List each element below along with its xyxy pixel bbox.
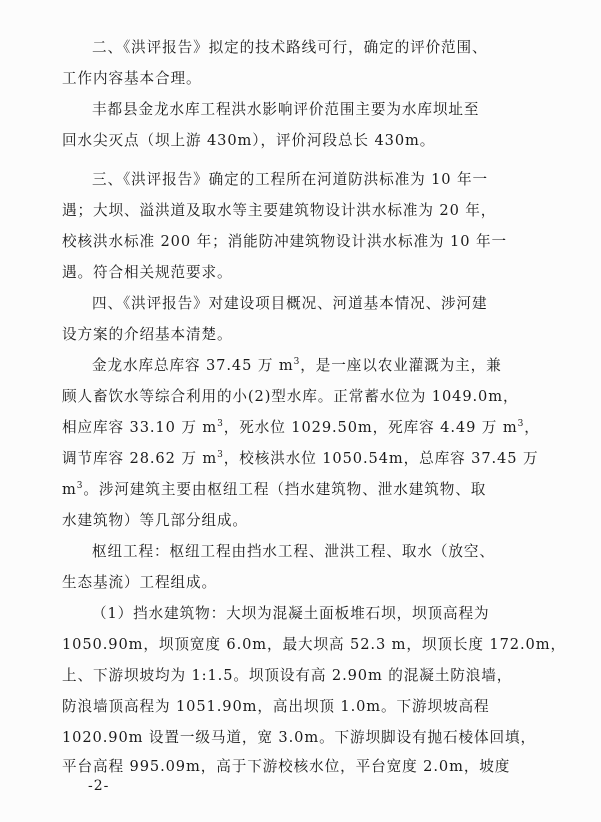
paragraph-line: 设方案的介绍基本清楚。: [62, 326, 233, 343]
paragraph-line: （1）挡水建筑物：大坝为混凝土面板堆石坝，坝顶高程为: [92, 605, 490, 622]
paragraph-line: [62, 387, 585, 407]
text-run: 相应库容 33.10 万 m: [62, 419, 218, 436]
text-run: 金龙水库总库容 37.45 万 m: [92, 357, 294, 374]
text-run: 顾人畜饮水等综合利用的小(2)型水库。正常蓄水位为 1049.0m，: [62, 388, 519, 405]
superscript: 3: [217, 419, 224, 429]
text-run: 。涉河建筑主要由枢纽工程（挡水建筑物、泄水建筑物、取: [83, 481, 487, 498]
superscript: 3: [293, 357, 301, 367]
paragraph-line: 生态基流）工程组成。: [62, 574, 217, 591]
paragraph-line: [92, 356, 585, 376]
paragraph-line: 校核洪水标准 200 年；消能防冲建筑物设计洪水标准为 10 年一: [62, 233, 507, 250]
text-run: ，是一座以农业灌溉为主，兼: [300, 357, 502, 374]
text-run: ，: [524, 419, 540, 436]
paragraph-line: [62, 511, 585, 531]
paragraph-line: 上、下游坝坡均为 1:1.5。坝顶设有高 2.90m 的混凝土防浪墙，: [62, 667, 513, 684]
paragraph-line: 工作内容基本合理。: [62, 70, 202, 87]
paragraph-line: 遇；大坝、溢洪道及取水等主要建筑物设计洪水标准为 20 年，: [62, 202, 497, 219]
paragraph-line: 平台高程 995.09m，高于下游校核水位，平台宽度 2.0m，坡度: [62, 758, 511, 775]
paragraph-line: [62, 449, 585, 469]
superscript: 3: [76, 481, 84, 491]
superscript: 3: [217, 450, 224, 460]
paragraph-line: 枢纽工程：枢纽工程由挡水工程、泄洪工程、取水（放空、: [92, 543, 495, 560]
paragraph-line: 防浪墙顶高程为 1051.90m，高出坝顶 1.0m。下游坝坡高程: [62, 698, 490, 715]
paragraph-line: 遇。符合相关规范要求。: [62, 264, 233, 281]
paragraph-line: 回水尖灭点（坝上游 430m），评价河段总长 430m。: [62, 132, 436, 149]
text-run: 水建筑物）等几部分组成。: [62, 512, 248, 529]
page-number: -2-: [88, 778, 110, 794]
text-run: ，校核洪水位 1050.54m，总库容 37.45 万: [223, 450, 539, 467]
text-run: m: [62, 481, 77, 498]
paragraph-line: 三、《洪评报告》确定的工程所在河道防洪标准为 10 年一: [92, 171, 488, 188]
paragraph-line: 二、《洪评报告》拟定的技术路线可行，确定的评价范围、: [92, 39, 488, 56]
paragraph-line: 丰都县金龙水库工程洪水影响评价范围主要为水库坝址至: [92, 101, 480, 118]
text-run: ，死水位 1029.50m，死库容 4.49 万 m: [223, 419, 518, 436]
paragraph-line: 1020.90m 设置一级马道，宽 3.0m。下游坝脚设有抛石棱体回填，: [62, 729, 536, 746]
superscript: 3: [517, 419, 525, 429]
paragraph-line: 1050.90m，坝顶宽度 6.0m，最大坝高 52.3 m，坝顶长度 172.0m，: [62, 636, 566, 653]
text-run: 调节库容 28.62 万 m: [62, 450, 218, 467]
paragraph-line: 四、《洪评报告》对建设项目概况、河道基本情况、涉河建: [92, 295, 488, 312]
paragraph-line: [62, 418, 585, 438]
paragraph-line: [62, 480, 585, 500]
